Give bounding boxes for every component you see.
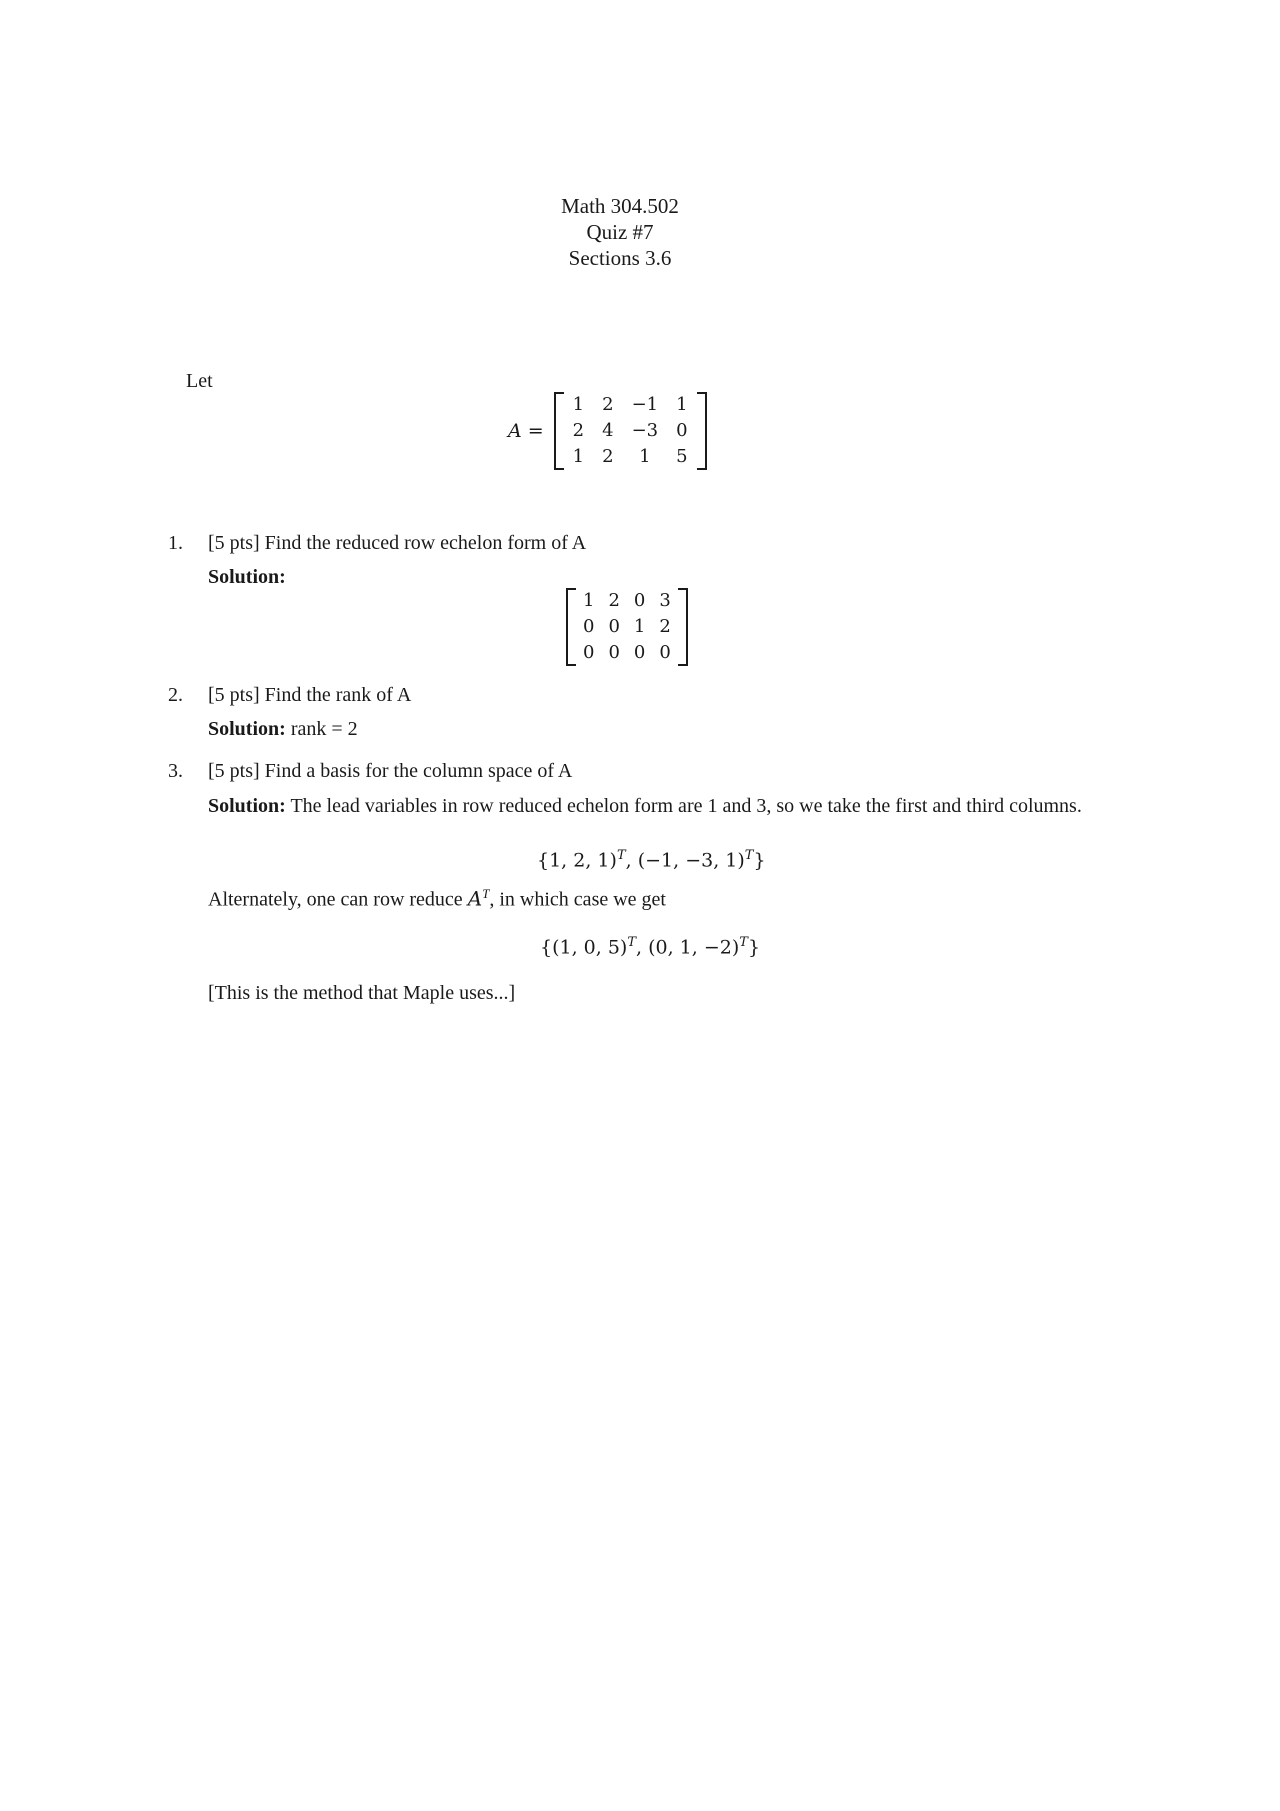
intro-text: Let xyxy=(186,370,213,392)
matrix-cell: 2 xyxy=(659,616,671,637)
question-1 xyxy=(168,532,586,555)
question-3 xyxy=(168,760,572,783)
matrix-row xyxy=(576,614,678,640)
matrix-row xyxy=(576,588,678,614)
matrix-cell: 1 xyxy=(633,616,646,637)
rref-matrix-table xyxy=(576,588,678,666)
matrix-cell: −3 xyxy=(631,420,659,441)
matrix-a-definition xyxy=(508,392,707,470)
matrix-cell: 0 xyxy=(608,642,620,663)
matrix-cell: 0 xyxy=(659,642,671,663)
matrix-row xyxy=(576,640,678,666)
solution-text: rank = 2 xyxy=(290,718,358,740)
solution-label: Solution: xyxy=(208,718,286,740)
matrix-cell: 1 xyxy=(676,394,688,415)
matrix-cell: 0 xyxy=(676,420,688,441)
matrix-cell: 1 xyxy=(583,590,595,611)
matrix-row xyxy=(564,392,697,418)
sections-title: Sections 3.6 xyxy=(568,246,672,270)
quiz-header xyxy=(0,193,1240,271)
solution-text: The lead variables in row reduced echelon form are 1 and 3, so we take the first and third columns. xyxy=(290,795,1082,817)
question-text: [5 pts] Find a basis for the column space of A xyxy=(208,760,573,782)
rref-matrix xyxy=(566,588,688,666)
matrix-a xyxy=(554,392,707,470)
matrix-cell: 0 xyxy=(633,642,646,663)
matrix-a-table xyxy=(564,392,697,470)
matrix-a-label: A = xyxy=(508,420,544,442)
question-text: [5 pts] Find the reduced row echelon form of A xyxy=(208,532,587,554)
rref-matrix-wrapper xyxy=(566,588,688,672)
matrix-cell: 3 xyxy=(659,590,671,611)
matrix-cell: 1 xyxy=(639,446,651,467)
matrix-cell: 0 xyxy=(583,616,595,637)
question-number: 3. xyxy=(168,760,183,782)
solution-label: Solution: xyxy=(208,795,286,817)
left-bracket xyxy=(554,392,564,470)
quiz-title: Quiz #7 xyxy=(586,220,654,244)
matrix-cell: 2 xyxy=(602,446,614,467)
matrix-row xyxy=(564,418,697,444)
matrix-cell: 4 xyxy=(602,420,614,441)
matrix-cell: 0 xyxy=(633,590,646,611)
solution-3-paragraph xyxy=(208,794,1082,819)
matrix-cell: 2 xyxy=(608,590,620,611)
right-bracket xyxy=(697,392,707,470)
matrix-cell: 2 xyxy=(602,394,614,415)
solution-label: Solution: xyxy=(208,566,286,588)
matrix-cell: 0 xyxy=(583,642,595,663)
right-bracket xyxy=(678,588,688,666)
matrix-cell: −1 xyxy=(631,394,659,415)
question-text: [5 pts] Find the rank of A xyxy=(208,684,412,706)
matrix-cell: 1 xyxy=(572,394,585,415)
left-bracket xyxy=(566,588,576,666)
basis-column-space: {1, 2, 1)$^T$, (−1, −3, 1)$^T$} xyxy=(537,848,766,872)
alternate-text: Alternately, one can row reduce $A^T$, in which case we get xyxy=(208,886,666,911)
matrix-cell: 2 xyxy=(572,420,585,441)
maple-note: [This is the method that Maple uses...] xyxy=(208,982,516,1004)
course-title: Math 304.502 xyxy=(561,194,679,218)
matrix-row xyxy=(564,444,697,470)
solution-2 xyxy=(208,718,358,741)
matrix-cell: 0 xyxy=(608,616,620,637)
matrix-cell: 1 xyxy=(572,446,585,467)
solution-1-label xyxy=(208,566,286,589)
matrix-cell: 5 xyxy=(676,446,688,467)
question-2 xyxy=(168,684,411,707)
basis-row-space: {(1, 0, 5)$^T$, (0, 1, −2)$^T$} xyxy=(540,935,761,959)
question-number: 2. xyxy=(168,684,183,706)
question-number: 1. xyxy=(168,532,183,554)
